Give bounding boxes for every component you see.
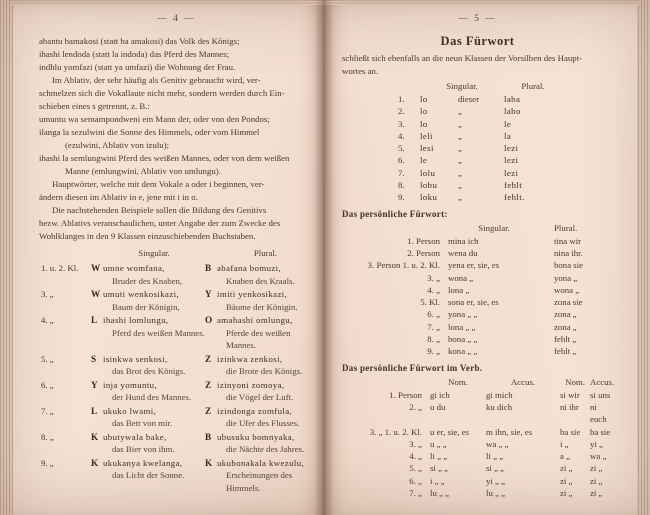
concord-accusative: ku dich xyxy=(486,401,513,412)
concord-accusative-plural: yi „ xyxy=(590,438,603,449)
demonstrative-plural: la xyxy=(504,130,512,141)
concord-accusative: si „ „ xyxy=(486,463,505,474)
concord-nominative: u du xyxy=(430,401,446,412)
pronoun-singular: yona „ „ xyxy=(448,309,478,320)
column-header-singular: Singular. xyxy=(446,81,478,91)
plural-cell xyxy=(217,379,314,404)
zulu-phrase: inja yomuntu, xyxy=(103,379,158,390)
verb-pronoun-heading: Das persönliche Fürwort im Verb. xyxy=(342,362,483,373)
singular-cell xyxy=(103,405,205,430)
pronoun-plural: zona „ xyxy=(554,309,577,320)
pronoun-plural: yona „ xyxy=(554,272,578,283)
singular-cell xyxy=(103,314,205,352)
person-class-label: 3. „ 1. u. 2. Kl. xyxy=(369,426,422,437)
concord-nominative-plural: zi „ xyxy=(560,475,573,486)
zulu-phrase: abafana bomuzi, xyxy=(217,263,282,273)
german-gloss: das Bett von mir. xyxy=(112,418,173,428)
person-class-label: 7. „ xyxy=(427,321,440,332)
verb-table-rows xyxy=(342,389,613,500)
table-row xyxy=(39,379,314,404)
german-gloss: dieser xyxy=(458,94,480,104)
table-row xyxy=(342,438,613,450)
plural-cell xyxy=(217,353,314,378)
pronoun-plural: fehlt „ xyxy=(554,334,577,345)
demonstrative-singular: lesi xyxy=(420,143,434,154)
german-gloss: das Bier von ihm. xyxy=(112,444,175,454)
person-class-label: 5. Kl. xyxy=(420,297,440,308)
zulu-phrase: amahashi omlungu, xyxy=(217,315,293,325)
german-gloss: die Vögel der Luft. xyxy=(226,392,294,402)
personal-pronoun-heading: Das persönliche Fürwort: xyxy=(342,208,448,219)
concord-accusative-plural: ni euch xyxy=(590,401,607,425)
pronoun-singular: bona „ „ xyxy=(448,334,478,345)
concord-accusative: m ihn, sie, es xyxy=(486,426,533,437)
concord-accusative: li „ „ xyxy=(486,451,504,462)
pronoun-plural: fehlt „ xyxy=(554,346,577,357)
concord-nominative-plural: i „ xyxy=(560,438,569,449)
table-row xyxy=(398,130,613,142)
class-label: 3. „ xyxy=(41,289,54,299)
concord-nominative-plural: a „ xyxy=(560,451,571,462)
german-gloss: Erscheinungen des Himmels. xyxy=(226,470,293,493)
concord-nominative: si „ „ xyxy=(430,463,449,474)
table-row xyxy=(398,142,613,154)
german-gloss: die Nächte des Jahres. xyxy=(226,444,305,454)
zulu-phrase: izinyoni zomoya, xyxy=(217,379,285,390)
german-gloss: „ xyxy=(458,143,462,154)
page-number-right: — 5 — xyxy=(458,14,497,24)
german-gloss: „ xyxy=(458,118,462,129)
text-line: schließt sich ebenfalls an die neun Klassen der Vorsilben des Haupt- xyxy=(342,53,583,63)
pronoun-singular: kona „ „ xyxy=(448,346,478,357)
euphonic-letter-plural: Z xyxy=(205,353,212,364)
column-header-singular: Singular. xyxy=(138,248,170,258)
euphonic-letter-plural: Y xyxy=(205,289,212,299)
text-line: Im Ablativ, der sehr häufig als Genitiv gebraucht wird, ver- xyxy=(52,75,261,85)
column-header-plural: Plural. xyxy=(521,81,545,91)
singular-cell xyxy=(103,431,205,456)
table-row xyxy=(39,314,314,352)
text-line: Hauptwörter, welche mit dem Vokale a oder i beginnen, ver- xyxy=(52,179,265,189)
table-row xyxy=(342,345,613,357)
table-row xyxy=(342,296,613,308)
table-row xyxy=(342,235,613,247)
euphonic-letter-singular: Y xyxy=(91,379,98,390)
demonstrative-plural: labo xyxy=(504,106,521,117)
pronoun-singular: sona er, sie, es xyxy=(448,297,499,308)
german-gloss: „ xyxy=(458,155,462,166)
plural-cell xyxy=(217,405,314,430)
concord-nominative: u „ „ xyxy=(430,438,447,449)
text-line: bezw. Ablativs veranschaulichen, unter Angabe der zum Zwecke des xyxy=(39,218,281,228)
concord-nominative-plural: zi „ xyxy=(560,463,573,474)
person-class-label: 1. Person xyxy=(407,235,440,246)
column-header-plural: Plural. xyxy=(253,248,278,258)
demonstrative-singular: le xyxy=(420,155,428,166)
concord-nominative: i „ „ xyxy=(430,475,445,486)
row-number: 2. xyxy=(398,106,405,117)
class-label: 5. „ xyxy=(41,353,54,364)
zulu-phrase: ihashi lomlungu, xyxy=(103,315,169,325)
demonstrative-singular: leli xyxy=(420,130,433,141)
euphonic-letter-plural: Z xyxy=(205,405,212,416)
text-line: ilanga la sezulwini die Sonne des Himmels, oder vom Himmel xyxy=(39,127,260,137)
page-number-left: — 4 — xyxy=(157,14,196,24)
class-label: 8. „ xyxy=(41,431,54,442)
concord-accusative-plural: zi „ xyxy=(590,475,603,486)
demonstrative-table-rows xyxy=(342,93,613,204)
demonstrative-plural: lezi xyxy=(504,167,519,178)
text-line: ändern diesen im Ablativ in e, jene mit i in o. xyxy=(39,192,198,202)
table-row xyxy=(342,450,613,462)
euphonic-letter-singular: W xyxy=(91,263,101,273)
pronoun-singular: wona „ xyxy=(448,272,474,283)
concord-nominative-plural: si wir xyxy=(560,389,580,400)
german-gloss: „ xyxy=(458,130,462,141)
table-row xyxy=(342,462,613,474)
german-gloss: das Licht der Sonne. xyxy=(112,470,185,480)
row-number: 1. xyxy=(398,94,405,104)
demonstrative-table xyxy=(342,80,613,204)
plural-cell xyxy=(217,288,314,313)
pronoun-singular: wena du xyxy=(448,247,478,258)
singular-cell xyxy=(103,457,205,495)
row-number: 6. xyxy=(398,155,405,166)
verb-table-header xyxy=(342,376,613,389)
person-class-label: 1. Person xyxy=(389,389,422,400)
table-row xyxy=(398,154,613,166)
table-row xyxy=(342,426,613,438)
person-class-label: 8. „ xyxy=(427,334,440,345)
personal-table-header xyxy=(342,222,613,235)
pronoun-plural: tina wir xyxy=(554,235,582,246)
person-class-label: 2. „ xyxy=(409,401,422,412)
person-class-label: 2. Person xyxy=(407,247,440,258)
row-number: 8. xyxy=(398,180,405,191)
text-line: indhlu yomfazi (statt ya umfazi) die Wohnung der Frau. xyxy=(39,62,236,72)
page-stack-edge-right xyxy=(636,0,650,515)
pronoun-singular: mina ich xyxy=(448,235,479,246)
table-row xyxy=(398,167,613,179)
zulu-phrase: izinkwa zenkosi, xyxy=(217,353,283,364)
person-class-label: 3. Person 1. u. 2. Kl. xyxy=(367,260,440,271)
person-class-label: 4. „ xyxy=(409,451,422,462)
german-gloss: „ xyxy=(458,180,462,191)
class-label: 1. u. 2. Kl. xyxy=(41,263,79,273)
table-row xyxy=(342,308,613,320)
demonstrative-plural: lezi xyxy=(504,155,519,166)
german-gloss: Bruder des Knaben, xyxy=(112,275,183,286)
chapter-title: Das Fürwort xyxy=(440,34,515,48)
person-class-label: 6. „ xyxy=(409,475,422,486)
zulu-phrase: ubusuku bomnyaka, xyxy=(217,431,295,442)
demonstrative-table-header xyxy=(398,80,613,93)
euphonic-letter-plural: O xyxy=(205,315,213,325)
table-row xyxy=(398,118,613,130)
concord-accusative: gi mich xyxy=(486,389,513,400)
concord-accusative-plural: si uns xyxy=(590,389,611,400)
german-gloss: Baum der Königin, xyxy=(112,301,180,312)
text-line: ihashi lendoda (statt la indoda) das Pferd des Mannes; xyxy=(39,49,230,59)
zulu-phrase: ubutywala bake, xyxy=(103,431,167,442)
pronoun-plural: zona sie xyxy=(554,297,583,308)
zulu-phrase: izindonga zomfula, xyxy=(217,405,293,416)
table-row xyxy=(39,288,314,313)
concord-nominative-plural: ni ihr xyxy=(560,401,579,412)
text-line: schieben eines s getrennt, z. B.: xyxy=(39,101,150,111)
column-header-accusative-singular: Accus. xyxy=(510,376,536,387)
person-class-label: 3. „ xyxy=(409,438,422,449)
demonstrative-singular: lo xyxy=(420,106,428,117)
genitive-table-rows xyxy=(39,262,314,494)
german-gloss: Pferd des weißen Mannes. xyxy=(112,327,205,338)
german-gloss: die Ufer des Flusses. xyxy=(226,418,300,428)
column-header-accusative-plural: Accus. xyxy=(590,376,615,387)
text-line: umuntu wa semampondweni ein Mann der, oder von den Pondos; xyxy=(39,114,270,124)
concord-nominative-plural: zi „ xyxy=(560,488,573,499)
concord-accusative: lu „ „ xyxy=(486,488,506,499)
table-row xyxy=(342,247,613,259)
person-class-label: 4. „ xyxy=(427,284,440,295)
person-class-label: 5. „ xyxy=(409,463,422,474)
class-label: 6. „ xyxy=(41,379,54,390)
concord-nominative: u er, sie, es xyxy=(430,426,469,437)
table-row xyxy=(39,457,314,495)
german-gloss: die Brote des Königs. xyxy=(226,366,303,376)
text-line: Die nachstehenden Beispiele sollen die Bildung des Genitivs xyxy=(52,205,267,215)
pronoun-singular: lona „ „ xyxy=(448,321,476,332)
singular-cell xyxy=(103,379,205,404)
personal-pronoun-table xyxy=(342,222,613,358)
text-line: wortes an. xyxy=(342,66,379,76)
concord-accusative: wa „ „ xyxy=(486,438,509,449)
row-number: 9. xyxy=(398,192,405,203)
person-class-label: 6. „ xyxy=(427,309,440,320)
demonstrative-singular: lo xyxy=(420,94,428,104)
table-row xyxy=(398,179,613,191)
pronoun-singular: lona „ xyxy=(448,284,470,295)
euphonic-letter-singular: K xyxy=(91,431,99,442)
class-label: 4. „ xyxy=(41,315,54,325)
german-gloss: „ xyxy=(458,167,462,178)
page-stack-edge-left xyxy=(0,0,14,515)
singular-cell xyxy=(103,262,205,287)
pronoun-plural: zona „ xyxy=(554,321,577,332)
demonstrative-singular: lo xyxy=(420,118,428,129)
table-row xyxy=(39,353,314,378)
german-gloss: Pferde des weißen Mannes. xyxy=(226,327,291,350)
table-row xyxy=(398,93,613,105)
concord-accusative-plural: ba sie xyxy=(590,426,611,437)
demonstrative-plural: laba xyxy=(504,94,521,104)
row-number: 4. xyxy=(398,130,405,141)
text-line: Wohlklanges in den 9 Klassen einzuschiebenden Buchstaben. xyxy=(39,231,256,241)
table-row xyxy=(342,284,613,296)
table-row xyxy=(342,487,613,499)
class-label: 9. „ xyxy=(41,457,54,468)
column-header-plural: Plural. xyxy=(554,222,578,233)
plural-cell xyxy=(217,457,314,495)
text-line: ihashi la semlungwini Pferd des weißen Mannes, oder von dem weißen xyxy=(39,153,290,163)
german-gloss: Bäume der Königin. xyxy=(226,301,298,312)
pronoun-plural: bona sie xyxy=(554,260,584,271)
plural-cell xyxy=(217,431,314,456)
text-line: schmelzen sich die Vokallaute nicht mehr, sondern werden durch Ein- xyxy=(39,88,285,98)
concord-accusative: yi „ „ xyxy=(486,475,506,486)
euphonic-letter-plural: Z xyxy=(205,379,212,390)
concord-nominative: gi ich xyxy=(430,389,450,400)
demonstrative-plural: le xyxy=(504,118,512,129)
demonstrative-plural: lezi xyxy=(504,143,519,154)
table-row xyxy=(342,475,613,487)
genitive-table-header xyxy=(39,247,314,260)
pronoun-plural: nina ihr. xyxy=(554,247,583,258)
euphonic-letter-plural: K xyxy=(205,457,213,468)
demonstrative-singular: lobu xyxy=(420,180,438,191)
euphonic-letter-singular: W xyxy=(91,289,101,299)
pronoun-singular: yena er, sie, es xyxy=(448,260,500,271)
concord-nominative-plural: ba sie xyxy=(560,426,581,437)
euphonic-letter-singular: K xyxy=(91,457,99,468)
table-row xyxy=(39,431,314,456)
table-row xyxy=(342,321,613,333)
concord-accusative-plural: zi „ xyxy=(590,488,603,499)
concord-nominative: li „ „ xyxy=(430,451,448,462)
text-line: (ezulwini, Ablativ von izulu); xyxy=(65,140,170,150)
table-row xyxy=(39,262,314,287)
chapter-intro xyxy=(342,52,613,78)
euphonic-letter-singular: L xyxy=(91,315,98,325)
row-number: 3. xyxy=(398,118,405,129)
person-class-label: 3. „ xyxy=(427,272,440,283)
singular-cell xyxy=(103,288,205,313)
plural-cell xyxy=(217,262,314,287)
zulu-phrase: ukukanya kwelanga, xyxy=(103,457,183,468)
euphonic-letter-plural: B xyxy=(205,263,212,273)
column-header-nominative-singular: Nom. xyxy=(448,376,468,387)
row-number: 7. xyxy=(398,167,405,178)
column-header-singular: Singular. xyxy=(478,222,510,233)
verb-pronoun-table xyxy=(342,376,613,500)
pronoun-plural: wona „ xyxy=(554,284,580,295)
german-gloss: das Brot des Königs. xyxy=(112,366,186,376)
row-number: 5. xyxy=(398,143,405,154)
concord-accusative-plural: zi „ xyxy=(590,463,603,474)
demonstrative-plural: fehlt xyxy=(504,180,523,191)
table-row xyxy=(398,105,613,117)
zulu-phrase: isinkwa senkosi, xyxy=(103,353,168,364)
person-class-label: 9. „ xyxy=(427,346,440,357)
zulu-phrase: umne womfana, xyxy=(103,263,165,273)
german-gloss: „ xyxy=(458,106,462,117)
demonstrative-singular: loku xyxy=(420,192,438,203)
table-row xyxy=(39,405,314,430)
column-header-nominative-plural: Nom. xyxy=(565,376,585,387)
german-gloss: Knaben des Kraals. xyxy=(226,275,295,286)
table-row xyxy=(342,333,613,345)
german-gloss: „ xyxy=(458,192,462,203)
genitive-table xyxy=(39,247,314,494)
euphonic-letter-singular: L xyxy=(91,405,98,416)
text-line: Manne (emlungwini, Ablativ von umlungu). xyxy=(65,166,221,176)
concord-accusative-plural: wa „ xyxy=(590,451,607,462)
demonstrative-singular: lolu xyxy=(420,167,436,178)
euphonic-letter-plural: B xyxy=(205,431,212,442)
zulu-phrase: imiti yenkosikazi, xyxy=(217,289,288,299)
left-body-text xyxy=(39,35,314,243)
table-row xyxy=(398,191,613,203)
person-class-label: 7. „ xyxy=(409,488,422,499)
zulu-phrase: umuti wenkosikazi, xyxy=(103,289,180,299)
page-right xyxy=(324,5,637,515)
class-label: 7. „ xyxy=(41,405,54,416)
concord-nominative: lu „ „ xyxy=(430,488,450,499)
header-spacer xyxy=(342,376,430,389)
table-row xyxy=(342,401,613,426)
zulu-phrase: ukubonakala kwezulu, xyxy=(217,457,305,468)
table-row xyxy=(342,259,613,271)
demonstrative-plural: fehlt. xyxy=(504,192,525,203)
table-row xyxy=(342,272,613,284)
personal-table-rows xyxy=(342,235,613,358)
plural-cell xyxy=(217,314,314,352)
euphonic-letter-singular: S xyxy=(91,353,97,364)
singular-cell xyxy=(103,353,205,378)
zulu-phrase: ukuko lwami, xyxy=(103,405,157,416)
text-line: abantu bamakosi (statt ba amakosi) das Volk des Königs; xyxy=(39,36,240,46)
table-row xyxy=(342,389,613,401)
german-gloss: der Hund des Mannes. xyxy=(112,392,192,402)
page-left xyxy=(13,5,324,515)
